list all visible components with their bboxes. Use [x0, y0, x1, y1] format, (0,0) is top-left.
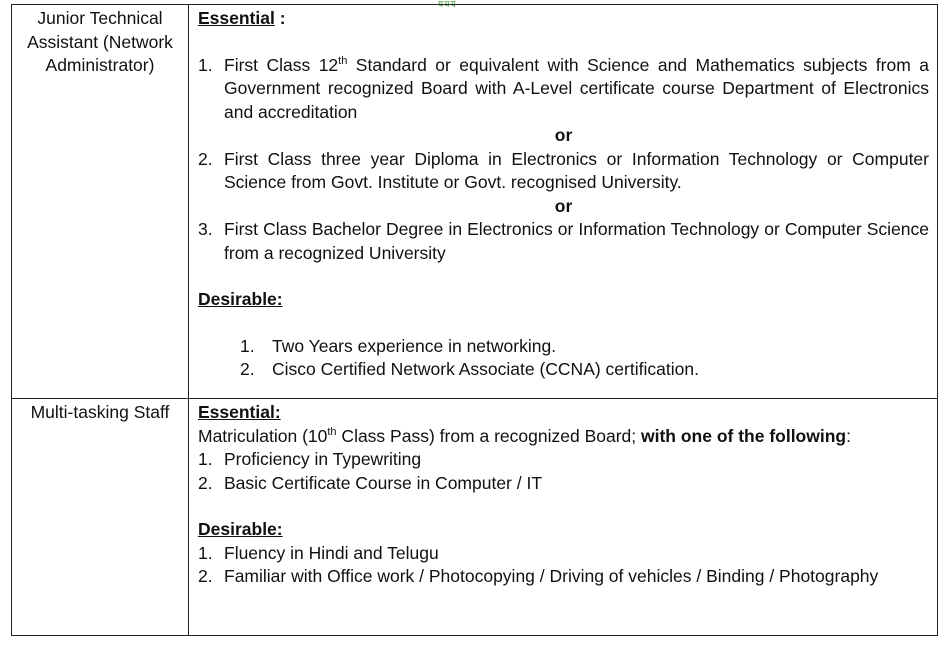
item-number: 2. [198, 566, 213, 586]
list-item [198, 542, 929, 566]
post-name-cell [12, 399, 189, 636]
desirable-list [198, 335, 929, 382]
item-number: 1. [198, 54, 213, 75]
essential-heading-line [198, 7, 929, 31]
or-separator: or [554, 125, 573, 145]
item-number: 1. [240, 335, 255, 356]
item-text: Basic Certificate Course in Computer / IT [224, 472, 543, 493]
item-text: Two Years experience in networking. [272, 335, 557, 356]
post-name: Multi-tasking Staff [30, 402, 170, 422]
list-item [198, 472, 929, 496]
item-number: 1. [198, 542, 213, 563]
list-item [240, 335, 929, 359]
or-separator: or [554, 195, 573, 216]
item-text: First Class 12th Standard or equivalent with Science and Mathematics subjects from a Government recognized Board with A-Level certificate course Department of Electronics and accreditation [224, 54, 929, 122]
item-number: 3. [198, 219, 213, 239]
item-text: Familiar with Office work / Photocopying / Driving of vehicles / Binding / Photography [224, 566, 879, 586]
item-text: Cisco Certified Network Associate (CCNA) certification. [272, 359, 699, 379]
post-name: Junior Technical Assistant (Network Administrator) [27, 8, 173, 75]
list-item [240, 358, 929, 382]
essential-heading: Essential [198, 8, 275, 28]
desirable-heading: Desirable: [198, 519, 283, 539]
qualification-table [11, 4, 938, 636]
table-row [12, 5, 938, 399]
list-item [198, 54, 929, 125]
list-item [198, 448, 929, 472]
table-row [12, 399, 938, 636]
item-text: Fluency in Hindi and Telugu [224, 542, 439, 563]
list-item [198, 148, 929, 195]
post-name-cell [12, 5, 189, 399]
desirable-heading: Desirable: [198, 289, 283, 309]
qualification-cell [189, 399, 938, 636]
essential-heading-colon: : [274, 8, 286, 28]
item-text: First Class Bachelor Degree in Electronics or Information Technology or Computer Science from a recognized University [224, 219, 929, 263]
qualification-cell [189, 5, 938, 399]
top-edge-mark: ययय [438, 0, 457, 9]
item-number: 2. [198, 472, 213, 493]
matriculation-line: Matriculation (10th Class Pass) from a recognized Board; with one of the following: [198, 425, 851, 446]
item-text: First Class three year Diploma in Electronics or Information Technology or Computer Science from Govt. Institute or Govt. recognised University. [224, 148, 929, 192]
essential-heading: Essential: [198, 402, 281, 422]
list-item [198, 218, 929, 265]
item-text: Proficiency in Typewriting [224, 449, 422, 469]
item-number: 2. [240, 359, 255, 379]
list-item [198, 565, 929, 589]
item-number: 1. [198, 449, 213, 469]
item-number: 2. [198, 148, 213, 169]
